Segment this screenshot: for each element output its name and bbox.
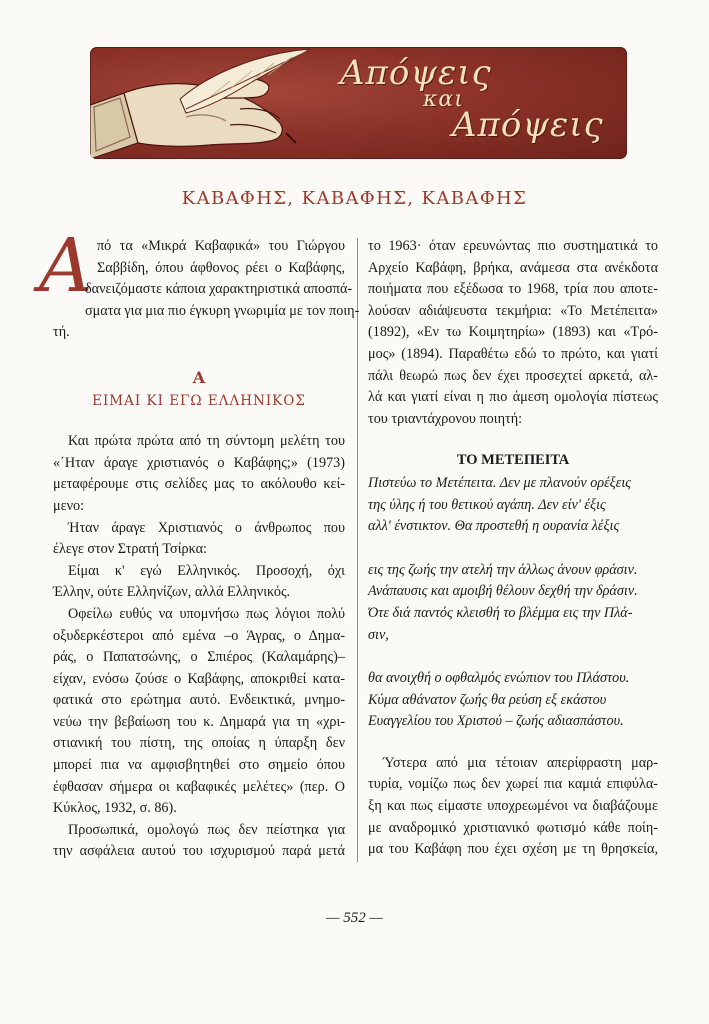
drop-cap: Α xyxy=(39,223,93,309)
section-banner xyxy=(90,47,627,159)
text-line: μος» (1894). Παραθέτω εδώ το πρώτο, και γιατί xyxy=(368,345,658,362)
poem-stanza xyxy=(368,668,658,733)
article-title: ΚΑΒΑΦΗΣ, ΚΑΒΑΦΗΣ, ΚΑΒΑΦΗΣ xyxy=(181,188,528,209)
text-line: Έλλην, ούτε Ελληνίζων, αλλά Ελληνικός. xyxy=(53,584,291,601)
text-line: Οφείλω ευθύς να υπομνήσω πως λόγιοι πολύ xyxy=(68,605,345,622)
text-line: φατικά στο ερώτημα αυτό. Ενδεικτικά, μνημο- xyxy=(53,692,345,709)
text-line: το 1963· όταν ερευνώντας πιο συστηματικά το xyxy=(368,238,658,254)
quote-paragraph xyxy=(53,561,345,604)
intro-line: Σαββίδη, όπου άφθονος ρέει ο Καβάφης, xyxy=(97,259,345,276)
paragraph xyxy=(53,604,345,820)
poem-line: Ευαγγελίου του Χριστού – ζωής αδιασπάστου. xyxy=(368,713,624,730)
text-line: Είμαι κ' εγώ Ελληνικός. Προσοχή, όχι xyxy=(68,562,345,579)
paragraph xyxy=(53,431,345,517)
paragraph xyxy=(368,753,658,861)
poem-title: ΤΟ ΜΕΤΕΠΕΙΤΑ xyxy=(456,452,570,469)
text-line: «΄Ηταν άραγε χριστιανός ο Καβάφης;» (1973) xyxy=(53,454,345,471)
poem-stanza xyxy=(368,473,658,538)
intro-paragraph xyxy=(39,223,360,344)
banner-line-2: και xyxy=(423,87,464,112)
text-line: λά και γιατί είναι η πιο άμεση ομολογία πίστεως xyxy=(368,389,658,406)
text-line: του τριαντάχρονου ποιητή: xyxy=(368,410,523,427)
text-line: ποιήματα που εξέδωσα το 1968, τρία που αποτε- xyxy=(368,281,658,298)
intro-line: δανειζόμαστε κάποια χαρακτηριστικά αποσπά- xyxy=(85,281,353,298)
text-line: οξυδερκέστεροι από εμένα –ο Άγρας, ο Δημα- xyxy=(53,627,345,644)
text-line: Προσωπικά, ομολογώ πως δεν πείστηκα για xyxy=(68,821,345,838)
text-line: στιανική του πίστη, της οποίας η ύπαρξη δεν xyxy=(53,735,345,752)
text-line: μενο: xyxy=(53,497,85,514)
text-line: Αρχείο Καβάφη, βρήκα, ανάμεσα στα ανέκδοτα xyxy=(368,259,658,276)
intro-line: σματα για μια πιο έγκυρη γνωριμία με τον ποιη- xyxy=(85,302,360,319)
banner-line-3: Απόψεις xyxy=(452,105,604,145)
text-line: την ασφάλεια αυτού του ισχυρισμού παρά μετά xyxy=(53,843,345,860)
poem-line: εις της ζωής την ατελή την άλλως άνουν φράσιν. xyxy=(368,561,638,578)
poem-line: σιν, xyxy=(368,626,389,643)
column-divider xyxy=(357,238,358,862)
text-line: (1892), «Εν τω Κοιμητηρίω» (1893) και «Τρό- xyxy=(368,324,658,341)
text-line: νεύω την βεβαίωση του κ. Δημαρά για τη «χρι- xyxy=(53,713,345,730)
intro-line: τή. xyxy=(53,324,70,341)
poem-line: Ότε διά παντός κλεισθή το βλέμμα εις την Πλά- xyxy=(368,604,633,621)
text-line: Και πρώτα πρώτα από τη σύντομη μελέτη του xyxy=(68,433,345,450)
paragraph xyxy=(53,820,345,863)
text-line: πάλι θεωρώ πως δεν έχει προσεχτεί αρκετά, αλ- xyxy=(368,367,658,384)
poem-line: θα ανοιχθή ο οφθαλμός ενώπιον του Πλάστου. xyxy=(368,670,630,687)
text-line: είχαν, ενόσω ζούσε ο Καβάφης, αποκριθεί κατα- xyxy=(53,670,345,687)
poem-line: της ύλης ή του θετικού αγάπη. Δεν είν' έξις xyxy=(368,496,606,513)
right-column xyxy=(368,236,658,861)
text-line: Κύκλος, 1932, σ. 86). xyxy=(53,800,177,817)
text-line: Ήταν άραγε Χριστιανός ο άνθρωπος που xyxy=(68,519,345,536)
page-number: — 552 — xyxy=(326,910,383,926)
text-line: μπορεί πια να αμφισβητηθεί στο σημείο όπου xyxy=(53,757,345,774)
text-line: με αναδρομικό χριστιανικό φωτισμό κάθε ποίη- xyxy=(368,819,658,836)
poem-stanza xyxy=(368,560,658,646)
text-line: έλεγε στον Στρατή Τσίρκα: xyxy=(53,541,207,558)
poem-line: αλλ' ένστικτον. Θα προστεθή η ουρανία λέξις xyxy=(368,518,620,535)
poem-line: Ανάπαυσις και αμοιβή θέλουν δεχθή την δράσιν. xyxy=(368,583,638,600)
left-column xyxy=(39,223,360,863)
text-line: ξη και πως είμαστε υποχρεωμένοι να διαβάζουμε xyxy=(368,798,658,815)
text-line: έφθασαν σήμερα οι καβαφικές μελέτες» (περ. Ο xyxy=(53,778,345,795)
text-line: Ύστερα από μια τέτοιαν απερίφραστη μαρ- xyxy=(383,754,658,771)
paragraph xyxy=(368,236,658,430)
text-line: λούσαν αδιάψευστα τεκμήρια: «Το Μετέπειτα» xyxy=(368,302,658,319)
quote-paragraph xyxy=(53,518,345,561)
text-line: ράς, ο Παπατσώνης, ο Σπιέρος (Καλαμάρης)– xyxy=(53,649,345,666)
poem-line: Κύμα αθάνατον ζωής θα ρεύση εξ εκάστου xyxy=(368,691,607,708)
text-line: μεταφέρουμε στις σελίδες μας το ακόλουθο κεί- xyxy=(53,476,345,493)
text-line: τυρία, νομίζω πως δεν χωρεί πια καμιά επιφύλα- xyxy=(368,776,658,793)
poem-line: Πιστεύω το Μετέπειτα. Δεν με πλανούν ορέξεις xyxy=(368,474,632,491)
intro-line: πό τα «Μικρά Καβαφικά» του Γιώργου xyxy=(97,238,345,254)
section-letter: Α xyxy=(192,367,206,387)
section-title: ΕΙΜΑΙ ΚΙ ΕΓΩ ΕΛΛΗΝΙΚΟΣ xyxy=(92,392,306,409)
text-line: μα του Καβάφη που έχει σχέση με τη θρησκεία, xyxy=(368,841,658,858)
banner-line-1: Απόψεις xyxy=(340,53,492,93)
